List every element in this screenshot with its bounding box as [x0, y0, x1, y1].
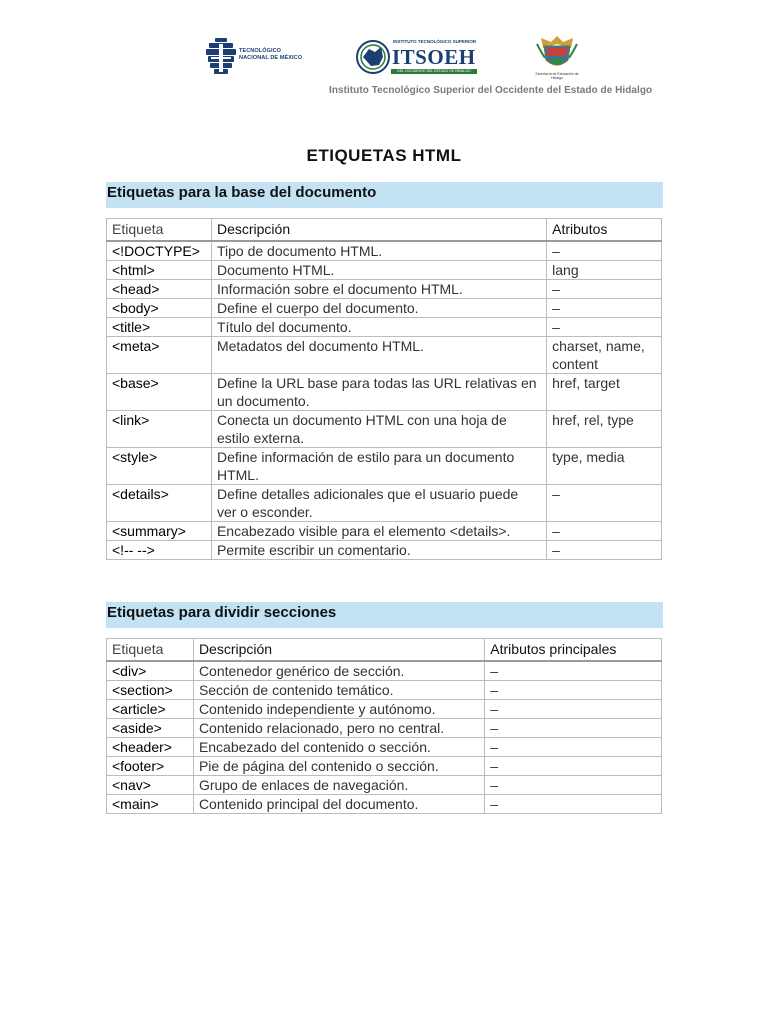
tecnm-logo	[206, 36, 316, 80]
cell-tag: <meta>	[107, 337, 212, 374]
itsoeh-emblem-icon	[355, 35, 391, 79]
table-row	[107, 318, 662, 337]
cell-tag: <details>	[107, 485, 212, 522]
cell-attributes: –	[485, 700, 662, 719]
cell-description: Conecta un documento HTML con una hoja de estilo externa.	[211, 411, 546, 448]
cell-attributes: –	[485, 795, 662, 814]
cell-description: Contenido independiente y autónomo.	[193, 700, 484, 719]
cell-description: Contenido relacionado, pero no central.	[193, 719, 484, 738]
cell-tag: <!DOCTYPE>	[107, 241, 212, 261]
table-section-tags	[106, 638, 662, 814]
cell-description: Define detalles adicionales que el usuario puede ver o esconder.	[211, 485, 546, 522]
cell-attributes: –	[547, 541, 662, 560]
cell-tag: <!-- -->	[107, 541, 212, 560]
cell-description: Información sobre el documento HTML.	[211, 280, 546, 299]
hidalgo-shield-icon	[535, 34, 579, 72]
cell-attributes: –	[547, 280, 662, 299]
cell-description: Documento HTML.	[211, 261, 546, 280]
cell-attributes: –	[547, 522, 662, 541]
cell-tag: <body>	[107, 299, 212, 318]
cell-description: Define información de estilo para un documento HTML.	[211, 448, 546, 485]
cell-attributes: –	[485, 681, 662, 700]
table-row	[107, 411, 662, 448]
cell-tag: <article>	[107, 700, 194, 719]
cell-tag: <link>	[107, 411, 212, 448]
hidalgo-seal-logo	[535, 34, 579, 84]
cell-description: Encabezado visible para el elemento <details>.	[211, 522, 546, 541]
cell-attributes: –	[485, 719, 662, 738]
table-header-row	[107, 219, 662, 242]
cell-description: Metadatos del documento HTML.	[211, 337, 546, 374]
cell-attributes: href, rel, type	[547, 411, 662, 448]
cell-attributes: –	[485, 661, 662, 681]
itsoeh-logo	[355, 33, 479, 81]
cell-description: Tipo de documento HTML.	[211, 241, 546, 261]
tecnm-emblem-icon	[206, 38, 236, 78]
cell-attributes: charset, name, content	[547, 337, 662, 374]
cell-tag: <aside>	[107, 719, 194, 738]
cell-tag: <summary>	[107, 522, 212, 541]
page-title: ETIQUETAS HTML	[306, 146, 462, 165]
tecnm-logo-line1: TECNOLÓGICO	[239, 48, 282, 54]
cell-attributes: –	[485, 738, 662, 757]
table-row	[107, 337, 662, 374]
cell-attributes: –	[547, 299, 662, 318]
cell-description: Encabezado del contenido o sección.	[193, 738, 484, 757]
cell-description: Grupo de enlaces de navegación.	[193, 776, 484, 795]
cell-description: Permite escribir un comentario.	[211, 541, 546, 560]
column-header-etiqueta: Etiqueta	[107, 639, 194, 662]
column-header-atributos: Atributos	[547, 219, 662, 242]
column-header-atributos-principales: Atributos principales	[485, 639, 662, 662]
cell-tag: <head>	[107, 280, 212, 299]
table-row	[107, 541, 662, 560]
cell-description: Define el cuerpo del documento.	[211, 299, 546, 318]
cell-description: Contenido principal del documento.	[193, 795, 484, 814]
cell-attributes: –	[547, 485, 662, 522]
cell-tag: <title>	[107, 318, 212, 337]
cell-tag: <footer>	[107, 757, 194, 776]
table-row	[107, 757, 662, 776]
cell-attributes: lang	[547, 261, 662, 280]
table-row	[107, 795, 662, 814]
cell-tag: <base>	[107, 374, 212, 411]
cell-tag: <header>	[107, 738, 194, 757]
table-row	[107, 522, 662, 541]
cell-description: Título del documento.	[211, 318, 546, 337]
column-header-descripcion: Descripción	[211, 219, 546, 242]
cell-attributes: –	[485, 776, 662, 795]
cell-tag: <nav>	[107, 776, 194, 795]
table-header-row	[107, 639, 662, 662]
cell-description: Pie de página del contenido o sección.	[193, 757, 484, 776]
cell-attributes: type, media	[547, 448, 662, 485]
itsoeh-logo-bottom: DEL OCCIDENTE DEL ESTADO DE HIDALGO	[391, 69, 477, 74]
cell-attributes: href, target	[547, 374, 662, 411]
column-header-etiqueta: Etiqueta	[107, 219, 212, 242]
cell-tag: <main>	[107, 795, 194, 814]
table-row	[107, 241, 662, 261]
column-header-descripcion: Descripción	[193, 639, 484, 662]
cell-tag: <html>	[107, 261, 212, 280]
table-row	[107, 280, 662, 299]
institute-name: Instituto Tecnológico Superior del Occidente del Estado de Hidalgo	[329, 85, 653, 96]
cell-attributes: –	[547, 241, 662, 261]
cell-description: Contenedor genérico de sección.	[193, 661, 484, 681]
cell-tag: <section>	[107, 681, 194, 700]
itsoeh-logo-main: ITSOEH	[392, 45, 476, 69]
table-row	[107, 719, 662, 738]
cell-attributes: –	[547, 318, 662, 337]
table-row	[107, 661, 662, 681]
table-row	[107, 776, 662, 795]
cell-description: Sección de contenido temático.	[193, 681, 484, 700]
table-row	[107, 681, 662, 700]
tecnm-logo-line2: NACIONAL DE MÉXICO	[239, 55, 303, 61]
section-heading-base: Etiquetas para la base del documento	[106, 182, 663, 208]
table-row	[107, 700, 662, 719]
table-row	[107, 374, 662, 411]
itsoeh-logo-top: INSTITUTO TECNOLÓGICO SUPERIOR	[393, 39, 477, 44]
table-base-tags	[106, 218, 662, 560]
hidalgo-seal-caption: Secretaría de Educación de Hidalgo	[535, 72, 579, 80]
cell-description: Define la URL base para todas las URL relativas en un documento.	[211, 374, 546, 411]
table-row	[107, 448, 662, 485]
section-heading-sections: Etiquetas para dividir secciones	[106, 602, 663, 628]
table-row	[107, 299, 662, 318]
table-row	[107, 261, 662, 280]
table-row	[107, 738, 662, 757]
table-row	[107, 485, 662, 522]
cell-attributes: –	[485, 757, 662, 776]
cell-tag: <style>	[107, 448, 212, 485]
cell-tag: <div>	[107, 661, 194, 681]
